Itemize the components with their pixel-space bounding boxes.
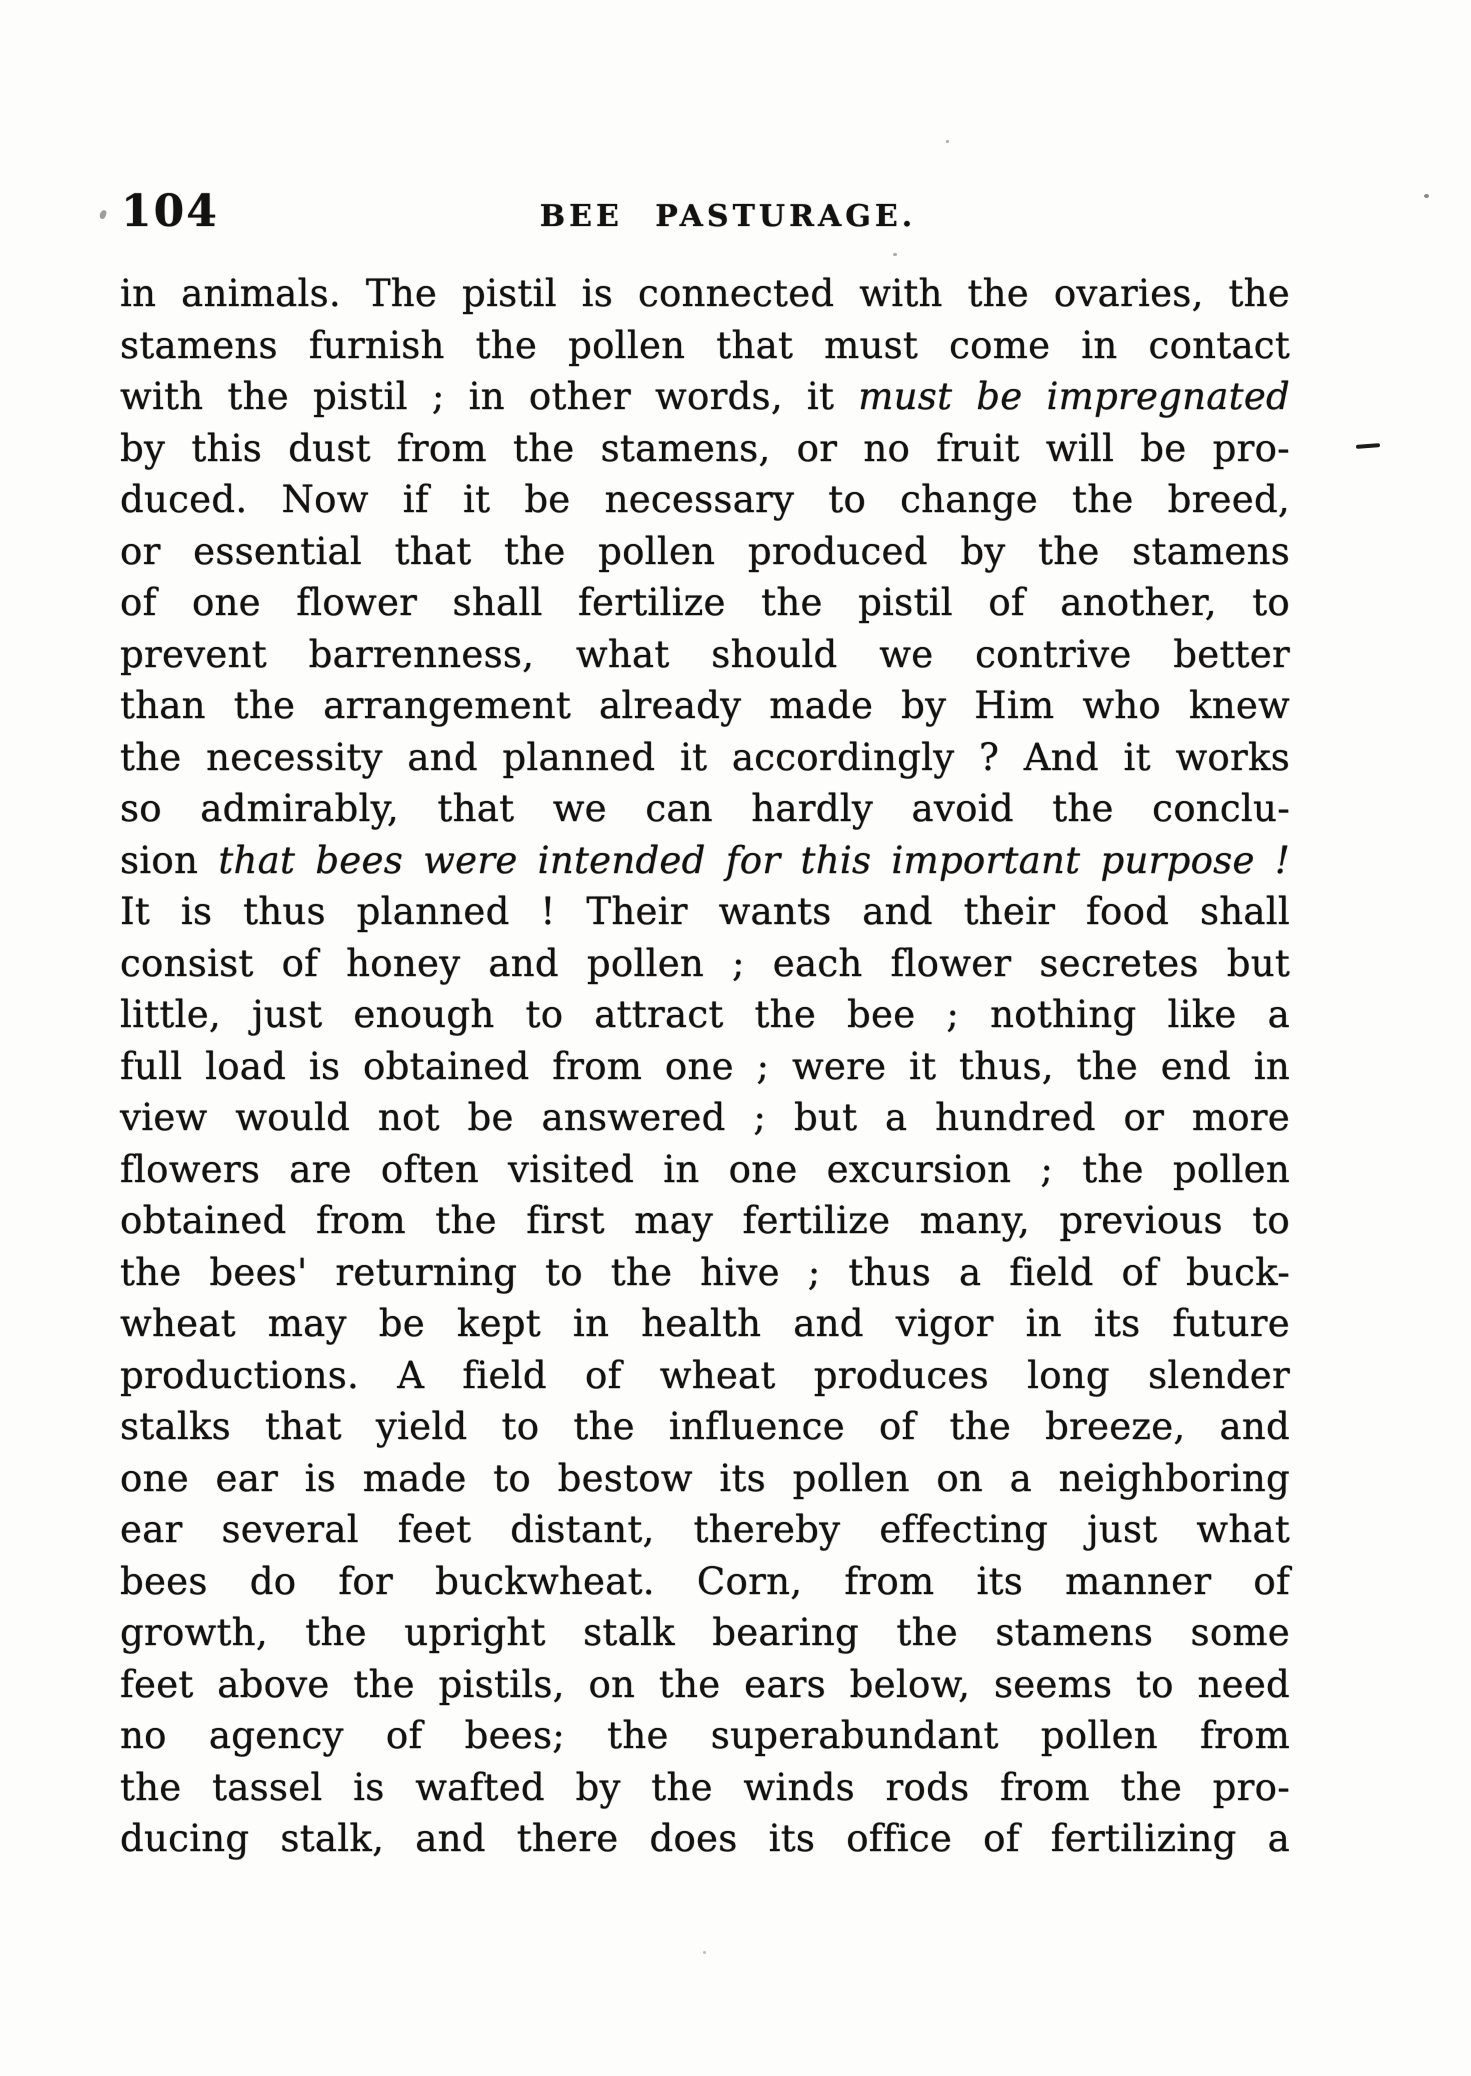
text-segment: so admirably, that we can hardly avoid the conclu- [120, 787, 1290, 830]
text-line [120, 1556, 1290, 1608]
text-segment: growth, the upright stalk bearing the stamens some [120, 1611, 1290, 1654]
text-segment: full load is obtained from one ; were it thus, the end in [120, 1044, 1290, 1088]
text-segment: little, just enough to attract the bee ; nothing like a [120, 993, 1290, 1036]
italic-text-segment: must be impregnated [858, 375, 1290, 418]
text-segment: by this dust from the stamens, or no fruit will be pro- [120, 426, 1290, 470]
text-segment: ducing stalk, and there does its office of fertilizing a [120, 1817, 1290, 1860]
text-line [120, 1504, 1290, 1556]
scan-speck [946, 140, 949, 143]
text-segment: with the pistil ; in other words, it [120, 375, 859, 418]
text-line [120, 989, 1290, 1041]
text-line [120, 1659, 1290, 1711]
text-line [120, 680, 1290, 732]
text-segment: no agency of bees; the superabundant pollen from [120, 1714, 1290, 1757]
text-segment: stamens furnish the pollen that must come in contact [120, 323, 1290, 367]
text-line [120, 268, 1290, 320]
text-line [120, 732, 1290, 784]
text-line [120, 1195, 1290, 1247]
text-segment: stalks that yield to the influence of the breeze, and [120, 1405, 1290, 1448]
text-segment: the necessity and planned it accordingly ? And it works [120, 735, 1290, 779]
text-segment: view would not be answered ; but a hundred or more [120, 1096, 1290, 1139]
text-line [120, 1813, 1290, 1865]
text-line [120, 1298, 1290, 1350]
text-block [120, 268, 1290, 1865]
text-line [120, 371, 1290, 423]
text-segment: or essential that the pollen produced by the stamens [120, 529, 1290, 573]
text-line [120, 526, 1290, 578]
text-segment: consist of honey and pollen ; each flower secretes but [120, 941, 1290, 985]
text-line [120, 1092, 1290, 1144]
scan-speck [99, 209, 107, 219]
page-number: 104 [121, 186, 219, 237]
text-segment: of one flower shall fertilize the pistil of another, to [120, 581, 1290, 624]
text-line [120, 1762, 1290, 1814]
text-segment: ear several feet distant, thereby effecting just what [120, 1508, 1290, 1551]
text-segment: productions. A field of wheat produces long slender [120, 1353, 1290, 1397]
text-line [120, 629, 1290, 681]
text-line [120, 1144, 1290, 1196]
text-line [120, 783, 1290, 835]
text-segment: one ear is made to bestow its pollen on a neighboring [120, 1456, 1290, 1500]
text-line [120, 835, 1290, 887]
text-segment: feet above the pistils, on the ears below, seems to need [120, 1662, 1290, 1706]
text-segment: It is thus planned ! Their wants and their food shall [120, 890, 1290, 933]
text-segment: sion [120, 838, 219, 882]
text-segment: than the arrangement already made by Him who knew [120, 684, 1290, 727]
italic-text-segment: that bees were intended for this important purpose ! [218, 838, 1290, 882]
text-line [120, 1710, 1290, 1762]
running-head-title: BEE PASTURAGE. [539, 199, 917, 234]
margin-dash-mark [1356, 443, 1380, 449]
text-segment: bees do for buckwheat. Corn, from its manner of [120, 1559, 1290, 1603]
text-line [120, 1401, 1290, 1453]
text-segment: the tassel is wafted by the winds rods from the pro- [120, 1765, 1290, 1809]
text-line [120, 886, 1290, 938]
text-line [120, 1607, 1290, 1659]
text-line [120, 320, 1290, 372]
text-segment: in animals. The pistil is connected with the ovaries, the [120, 272, 1290, 315]
text-line [120, 423, 1290, 475]
text-line [120, 1453, 1290, 1505]
scan-speck [893, 253, 897, 256]
text-line [120, 938, 1290, 990]
scan-speck [703, 1951, 706, 1954]
text-line [120, 1247, 1290, 1299]
scan-speck [1424, 194, 1429, 198]
text-segment: prevent barrenness, what should we contrive better [120, 632, 1290, 676]
text-segment: the bees' returning to the hive ; thus a field of buck- [120, 1250, 1290, 1294]
text-segment: flowers are often visited in one excursion ; the pollen [120, 1147, 1290, 1191]
text-line [120, 577, 1290, 629]
text-segment: obtained from the first may fertilize many, previous to [120, 1199, 1290, 1242]
text-line [120, 474, 1290, 526]
text-segment: duced. Now if it be necessary to change the breed, [120, 478, 1290, 521]
text-line [120, 1350, 1290, 1402]
text-segment: wheat may be kept in health and vigor in its future [120, 1302, 1290, 1345]
text-line [120, 1041, 1290, 1093]
